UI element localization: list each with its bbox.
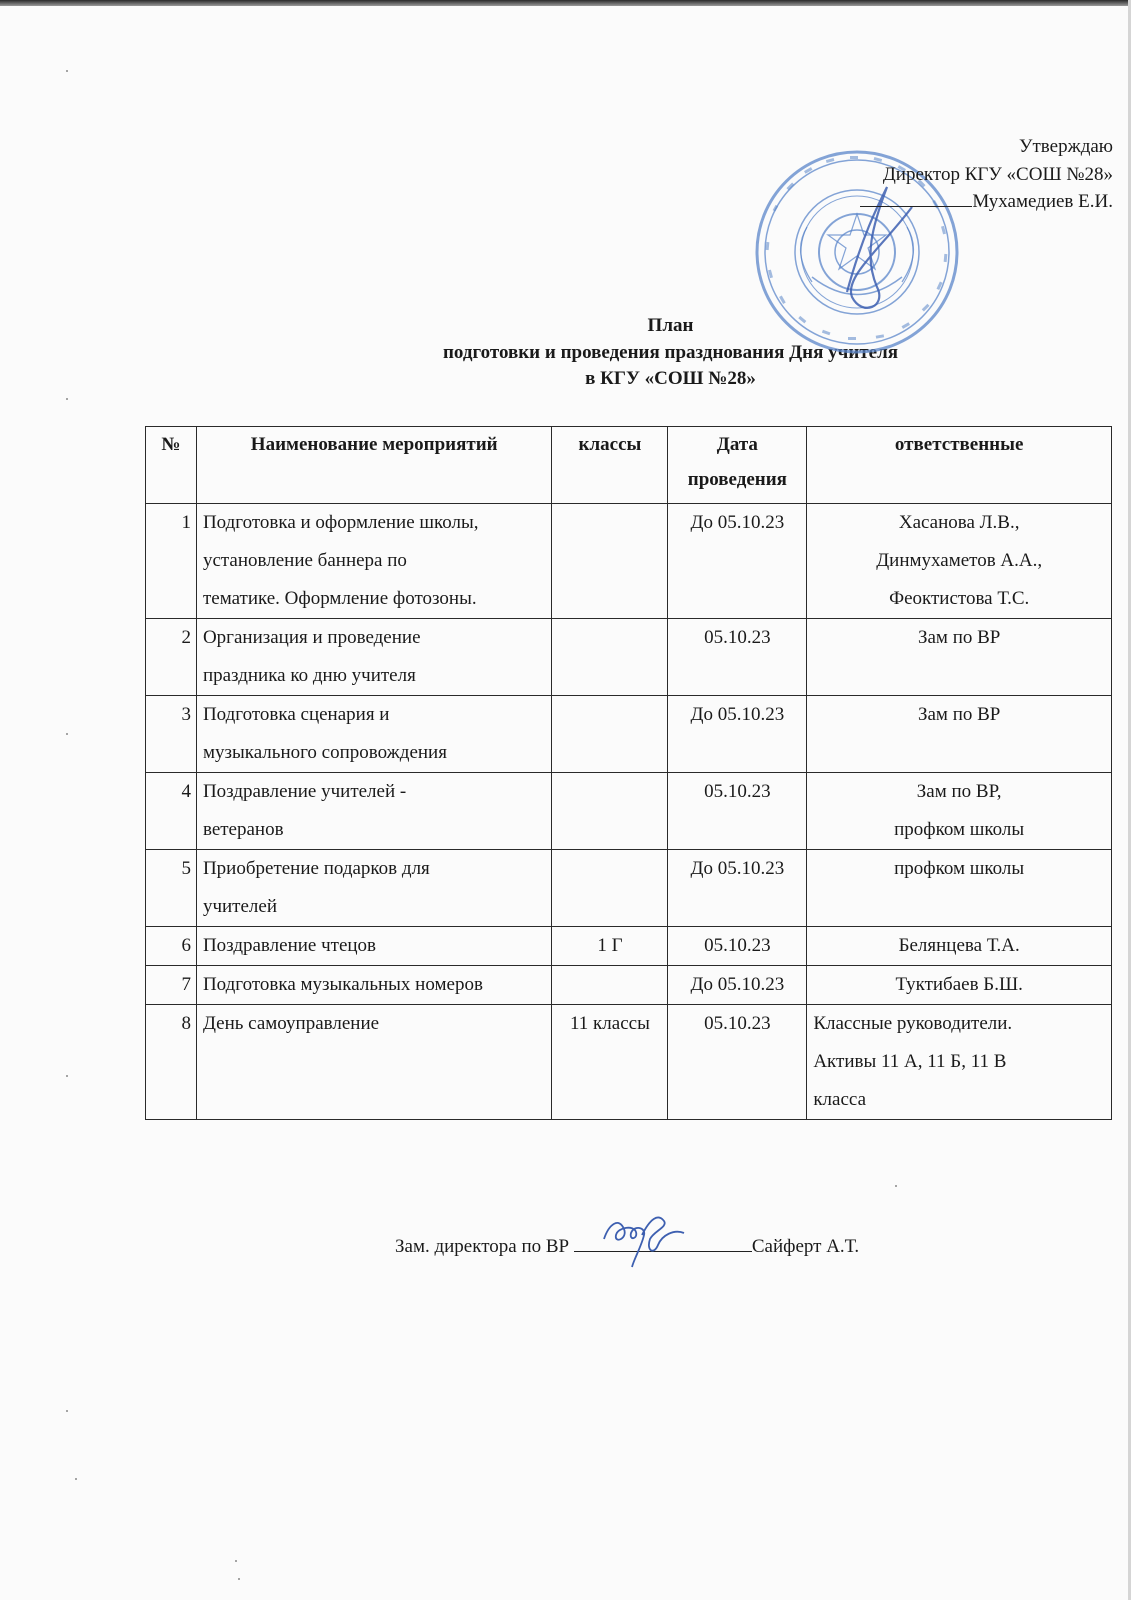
table-row (146, 504, 1112, 619)
scan-speck (238, 1578, 240, 1580)
approval-heading: Утверждаю (1019, 136, 1113, 157)
event-line: ветеранов (202, 819, 284, 840)
cell-classes: 11 классы (552, 1005, 668, 1120)
footer-position: Зам. директора по ВР (395, 1236, 570, 1257)
cell-classes (552, 504, 668, 619)
cell-date: 05.10.23 (668, 927, 807, 966)
table-row (146, 966, 1112, 1005)
cell-number: 2 (146, 619, 197, 696)
scan-top-edge (0, 0, 1131, 6)
scan-speck (75, 1478, 77, 1480)
responsible-line: профком школы (894, 858, 1025, 879)
approval-position: Директор КГУ «СОШ №28» (882, 163, 1113, 185)
event-line: Подготовка и оформление школы, (202, 512, 479, 533)
cell-responsible (807, 1005, 1112, 1120)
approval-block (860, 133, 1113, 216)
table-header-row (146, 427, 1112, 504)
footer-signature-block (395, 1233, 859, 1258)
cell-classes (552, 773, 668, 850)
event-line: музыкального сопровождения (202, 742, 447, 763)
scan-speck (895, 1185, 897, 1187)
header-number: № (146, 427, 197, 504)
title-line-2: подготовки и проведения празднования Дня учителя (442, 341, 899, 363)
table-row (146, 1005, 1112, 1120)
scan-speck (66, 70, 68, 72)
cell-classes (552, 619, 668, 696)
cell-event (196, 927, 552, 966)
table-body (146, 504, 1112, 1120)
cell-number: 1 (146, 504, 197, 619)
scan-speck (66, 1410, 68, 1412)
header-date-line-1: Дата (716, 434, 758, 455)
table-row (146, 773, 1112, 850)
event-line: Подготовка сценария и (202, 704, 390, 725)
cell-event (196, 504, 552, 619)
responsible-line: Феоктистова Т.С. (889, 588, 1030, 609)
title-line-3: в КГУ «СОШ №28» (585, 368, 756, 389)
cell-responsible (807, 773, 1112, 850)
responsible-line: Зам по ВР (917, 627, 1001, 648)
cell-responsible (807, 850, 1112, 927)
cell-date: До 05.10.23 (668, 966, 807, 1005)
header-event: Наименование мероприятий (196, 427, 552, 504)
cell-responsible (807, 927, 1112, 966)
event-line: тематике. Оформление фотозоны. (202, 588, 477, 609)
cell-event (196, 696, 552, 773)
responsible-line: Туктибаев Б.Ш. (895, 974, 1023, 995)
footer-name: Сайферт А.Т. (751, 1236, 860, 1257)
title-line-1: План (647, 315, 694, 336)
cell-number: 7 (146, 966, 197, 1005)
handwritten-signature (584, 1199, 694, 1269)
header-date-line-2: проведения (687, 469, 787, 490)
cell-event (196, 773, 552, 850)
cell-date: До 05.10.23 (668, 504, 807, 619)
responsible-line: Классные руководители. (813, 1013, 1013, 1034)
approval-signature-row (860, 188, 1113, 216)
responsible-line: профком школы (894, 819, 1025, 840)
cell-number: 3 (146, 696, 197, 773)
event-line: Поздравление учителей - (202, 781, 407, 802)
header-date (668, 427, 807, 504)
event-line: Поздравление чтецов (202, 935, 377, 956)
cell-date: 05.10.23 (668, 1005, 807, 1120)
table-row (146, 696, 1112, 773)
director-signature-line (860, 188, 972, 207)
event-line: установление баннера по (202, 550, 407, 571)
cell-responsible (807, 966, 1112, 1005)
event-line: праздника ко дню учителя (202, 665, 416, 686)
cell-responsible (807, 619, 1112, 696)
event-line: учителей (202, 896, 277, 917)
cell-number: 8 (146, 1005, 197, 1120)
responsible-line: Зам по ВР, (916, 781, 1002, 802)
responsible-line: Хасанова Л.В., (898, 512, 1020, 533)
cell-event (196, 850, 552, 927)
table-row (146, 619, 1112, 696)
scan-speck (66, 1075, 68, 1077)
cell-responsible (807, 696, 1112, 773)
event-line: День самоуправление (202, 1013, 380, 1034)
event-line: Приобретение подарков для (202, 858, 430, 879)
cell-classes: 1 Г (552, 927, 668, 966)
scan-speck (66, 733, 68, 735)
responsible-line: Белянцева Т.А. (898, 935, 1020, 956)
header-classes: классы (552, 427, 668, 504)
director-name: Мухамедиев Е.И. (972, 191, 1113, 212)
header-responsible: ответственные (807, 427, 1112, 504)
table-row (146, 850, 1112, 927)
event-line: Организация и проведение (202, 627, 421, 648)
responsible-line: класса (813, 1089, 867, 1110)
scan-speck (235, 1560, 237, 1562)
responsible-line: Активы 11 А, 11 Б, 11 В (813, 1051, 1007, 1072)
cell-event (196, 619, 552, 696)
cell-number: 4 (146, 773, 197, 850)
cell-date: До 05.10.23 (668, 850, 807, 927)
cell-number: 6 (146, 927, 197, 966)
cell-classes (552, 850, 668, 927)
cell-date: До 05.10.23 (668, 696, 807, 773)
cell-responsible (807, 504, 1112, 619)
cell-date: 05.10.23 (668, 773, 807, 850)
responsible-line: Динмухаметов А.А., (876, 550, 1043, 571)
deputy-signature-line (574, 1233, 752, 1252)
cell-date: 05.10.23 (668, 619, 807, 696)
cell-classes (552, 696, 668, 773)
scan-speck (66, 398, 68, 400)
plan-table (145, 426, 1112, 1120)
table-row (146, 927, 1112, 966)
event-line: Подготовка музыкальных номеров (202, 974, 483, 995)
cell-event (196, 966, 552, 1005)
cell-event (196, 1005, 552, 1120)
cell-number: 5 (146, 850, 197, 927)
cell-classes (552, 966, 668, 1005)
responsible-line: Зам по ВР (917, 704, 1001, 725)
